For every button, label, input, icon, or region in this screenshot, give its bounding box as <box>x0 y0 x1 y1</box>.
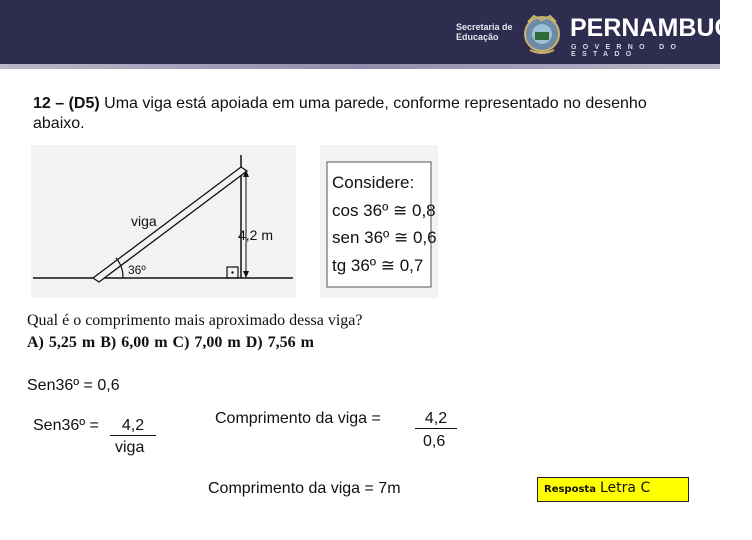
sen-fraction-denominator: viga <box>115 439 145 456</box>
brand-subtitle: GOVERNO DO ESTADO <box>571 44 683 58</box>
secretaria-label <box>456 22 513 42</box>
beam-label: viga <box>131 213 157 229</box>
mc-options: A) 5,25 m B) 6,00 m C) 7,00 m D) 7,56 m <box>27 334 314 351</box>
sen-fraction-prefix: Sen36º = <box>33 417 99 434</box>
answer-value: Letra C <box>600 480 651 496</box>
height-label: 4,2 m <box>238 227 274 243</box>
consider-sen: sen 36º ≅ 0,6 <box>332 228 437 247</box>
beam-shape <box>93 167 247 282</box>
secretaria-line2: Educação <box>456 32 499 42</box>
angle-label: 36º <box>128 263 146 277</box>
result-line: Comprimento da viga = 7m <box>208 480 401 497</box>
beam-diagram <box>31 145 296 298</box>
secretaria-line1: Secretaria de <box>456 22 513 32</box>
work-line-1: Sen36º = 0,6 <box>27 377 120 394</box>
brand-title: PERNAMBUCO <box>570 14 752 42</box>
consider-title: Considere: <box>332 173 415 192</box>
question-number: 12 – (D5) <box>33 95 100 112</box>
comp-fraction-numerator: 4,2 <box>415 410 457 429</box>
question-text <box>33 94 673 134</box>
mc-question: Qual é o comprimento mais aproximado dessa viga? <box>27 312 363 329</box>
header-stripe <box>0 64 720 69</box>
answer-box <box>537 477 689 502</box>
sen-fraction-numerator: 4,2 <box>110 417 156 436</box>
consider-cos: cos 36º ≅ 0,8 <box>332 201 436 220</box>
comp-fraction-denominator: 0,6 <box>423 433 446 450</box>
state-crest-icon <box>522 12 562 56</box>
answer-label: Resposta <box>544 484 596 495</box>
consider-box <box>320 145 438 298</box>
comp-fraction-prefix: Comprimento da viga = <box>215 410 381 427</box>
consider-tg: tg 36º ≅ 0,7 <box>332 256 424 275</box>
question-body: Uma viga está apoiada em uma parede, conforme representado no desenho abaixo. <box>33 95 647 132</box>
